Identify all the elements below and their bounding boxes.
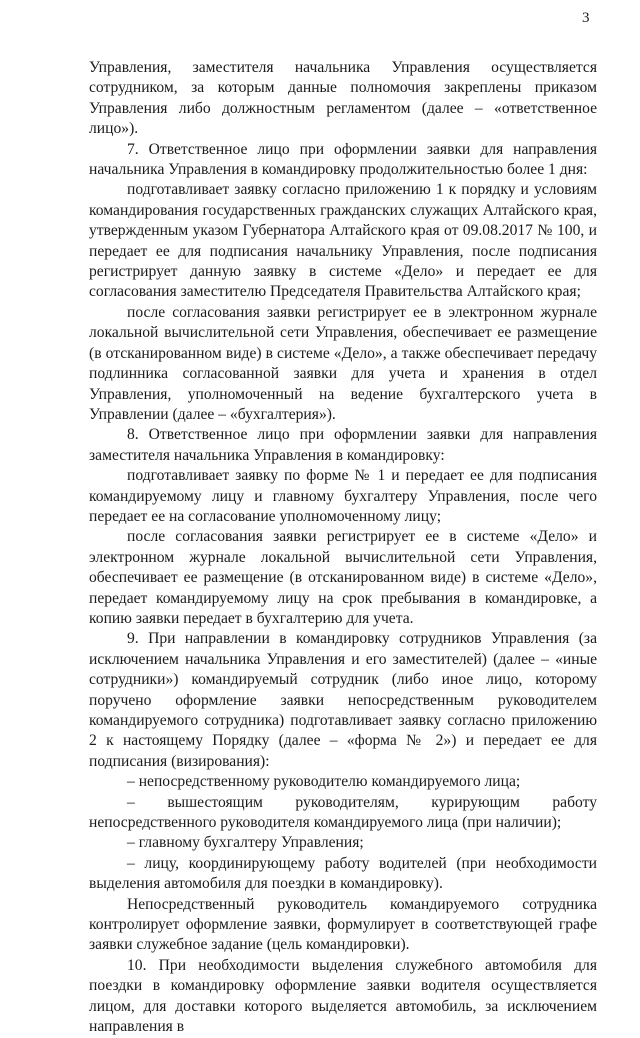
document-body	[89, 58, 597, 1038]
paragraph: после согласования заявки регистрирует ее в электронном журнале локальной вычислительной сети Управления, обеспечивает ее размещение (в отсканированном виде) в системе «Дело», а также обеспечивает передачу подлинника согласованной заявки для учета и хранения в отдел Управления, уполномоченный на ведение бухгалтерского учета в Управлении (далее – «бухгалтерия»).	[89, 303, 597, 423]
page-number: 3	[582, 10, 590, 26]
paragraph: после согласования заявки регистрирует ее в системе «Дело» и электронном журнале локальной вычислительной сети Управления, обеспечивает ее размещение (в отсканированном виде) в системе «Дело», передает командируемому лицу на срок пребывания в командировке, а копию заявки передает в бухгалтерию для учета.	[89, 528, 597, 627]
list-item: – лицу, координирующему работу водителей (при необходимости выделения автомобиля для поездки в командировку).	[89, 854, 597, 893]
list-item: – вышестоящим руководителям, курирующим работу непосредственного руководителя командируемого лица (при наличии);	[89, 793, 597, 832]
list-item: – непосредственному руководителю командируемого лица;	[127, 773, 521, 791]
paragraph: 7. Ответственное лицо при оформлении заявки для направления начальника Управления в командировку продолжительностью более 1 дня:	[89, 140, 597, 179]
paragraph: Непосредственный руководитель командируемого сотрудника контролирует оформление заявки, формулирует в соответствующей графе заявки служебное задание (цель командировки).	[89, 895, 597, 954]
paragraph: подготавливает заявку по форме № 1 и передает ее для подписания командируемому лицу и главному бухгалтеру Управления, после чего передает ее на согласование уполномоченному лицу;	[89, 467, 597, 525]
paragraph: 10. При необходимости выделения служебного автомобиля для поездки в командировку оформление заявки водителя осуществляется лицом, для доставки которого выделяется автомобиль, за исключением направления в	[89, 956, 597, 1036]
list-item: – главному бухгалтеру Управления;	[127, 834, 364, 852]
paragraph: 9. При направлении в командировку сотрудников Управления (за исключением начальника Управления и его заместителей) (далее – «иные сотрудники») командируемый сотрудник (либо иное лицо, которому поручено оформление заявки непосредственным руководителем командируемого сотрудника) подготавливает заявку согласно приложению 2 к настоящему Порядку (далее – «форма № 2») и передает ее для подписания (визирования):	[89, 630, 597, 770]
paragraph: подготавливает заявку согласно приложению 1 к порядку и условиям командирования государственных гражданских служащих Алтайского края, утвержденным указом Губернатора Алтайского края от 09.08.2017 № 100, и передает ее для подписания начальнику Управления, после подписания регистрирует данную заявку в системе «Дело» и передает ее для согласования заместителю Председателя Правительства Алтайского края;	[89, 181, 597, 301]
paragraph: 8. Ответственное лицо при оформлении заявки для направления заместителя начальника Управления в командировку:	[89, 426, 597, 464]
paragraph: Управления, заместителя начальника Управления осуществляется сотрудником, за которым данные полномочия закреплены приказом Управления либо должностным регламентом (далее – «ответственное лицо»).	[89, 59, 597, 138]
